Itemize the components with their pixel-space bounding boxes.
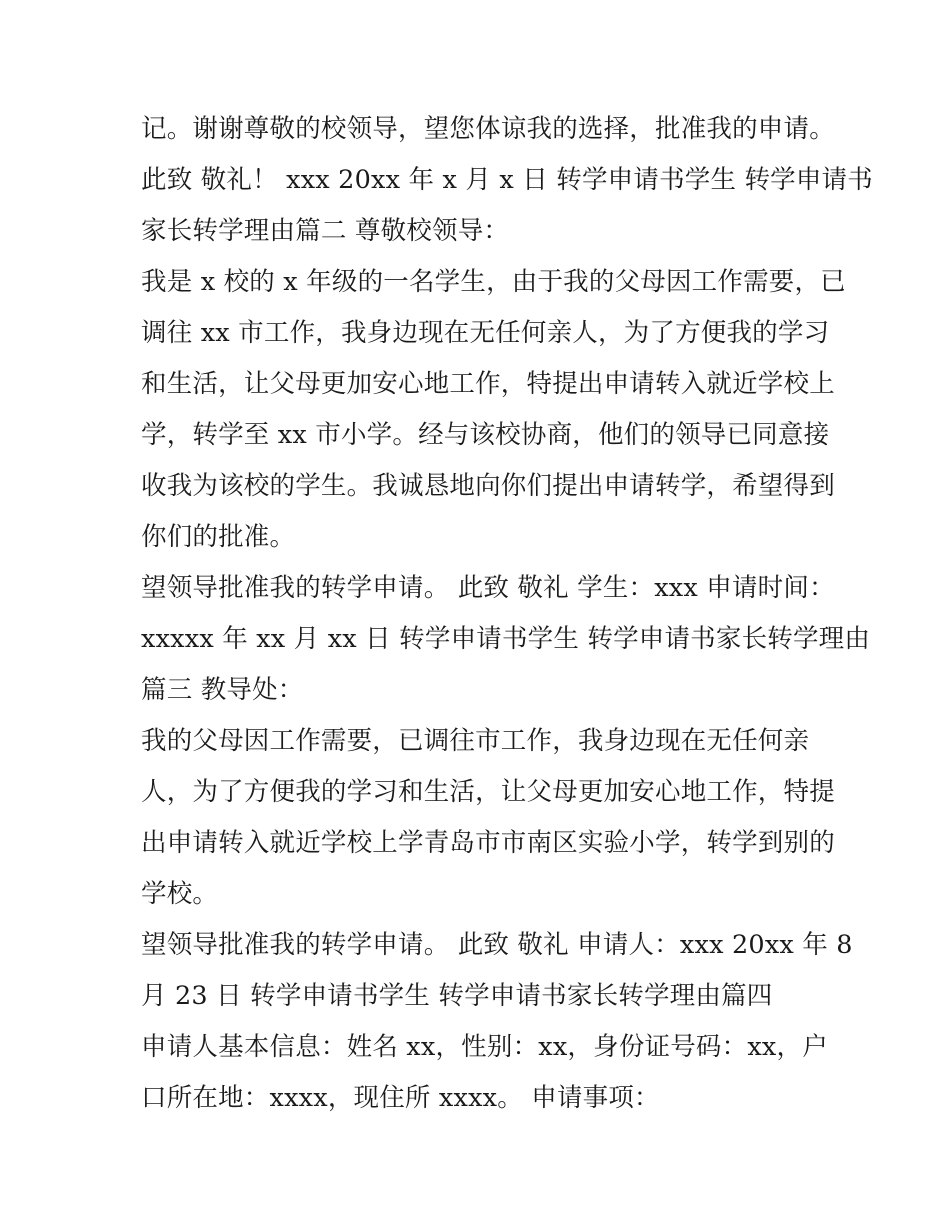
text-line: 学校。	[141, 879, 219, 909]
text-line: 月 23 日 转学申请书学生 转学申请书家长转学理由篇四	[141, 981, 773, 1011]
text-line: 家长转学理由篇二 尊敬校领导：	[141, 216, 510, 246]
text-line: 望领导批准我的转学申请。 此致 敬礼 学生：xxx 申请时间：	[141, 573, 835, 603]
text-line: 申请人基本信息：姓名 xx，性别：xx，身份证号码：xx，户	[141, 1032, 828, 1062]
text-line: xxxxx 年 xx 月 xx 日 转学申请书学生 转学申请书家长转学理由	[141, 624, 871, 654]
text-line: 你们的批准。	[141, 522, 296, 552]
text-line: 我是 x 校的 x 年级的一名学生，由于我的父母因工作需要，已	[141, 267, 846, 297]
text-line: 此致 敬礼！ xxx 20xx 年 x 月 x 日 转学申请书学生 转学申请书	[141, 165, 873, 195]
text-line: 篇三 教导处：	[141, 675, 304, 705]
text-line: 收我为该校的学生。我诚恳地向你们提出申请转学，希望得到	[141, 471, 835, 501]
text-line: 口所在地：xxxx，现住所 xxxx。 申请事项：	[141, 1083, 660, 1113]
text-line: 记。谢谢尊敬的校领导，望您体谅我的选择，批准我的申请。	[141, 114, 835, 144]
text-line: 望领导批准我的转学申请。 此致 敬礼 申请人：xxx 20xx 年 8	[141, 930, 853, 960]
text-line: 调往 xx 市工作，我身边现在无任何亲人，为了方便我的学习	[141, 318, 830, 348]
text-line: 学，转学至 xx 市小学。经与该校协商，他们的领导已同意接	[141, 420, 830, 450]
text-line: 人，为了方便我的学习和生活，让父母更加安心地工作，特提	[141, 777, 835, 807]
document-body	[141, 104, 873, 1124]
text-line: 我的父母因工作需要，已调往市工作，我身边现在无任何亲	[141, 726, 810, 756]
text-line: 出申请转入就近学校上学青岛市市南区实验小学，转学到别的	[141, 828, 835, 858]
text-line: 和生活，让父母更加安心地工作，特提出申请转入就近学校上	[141, 369, 835, 399]
